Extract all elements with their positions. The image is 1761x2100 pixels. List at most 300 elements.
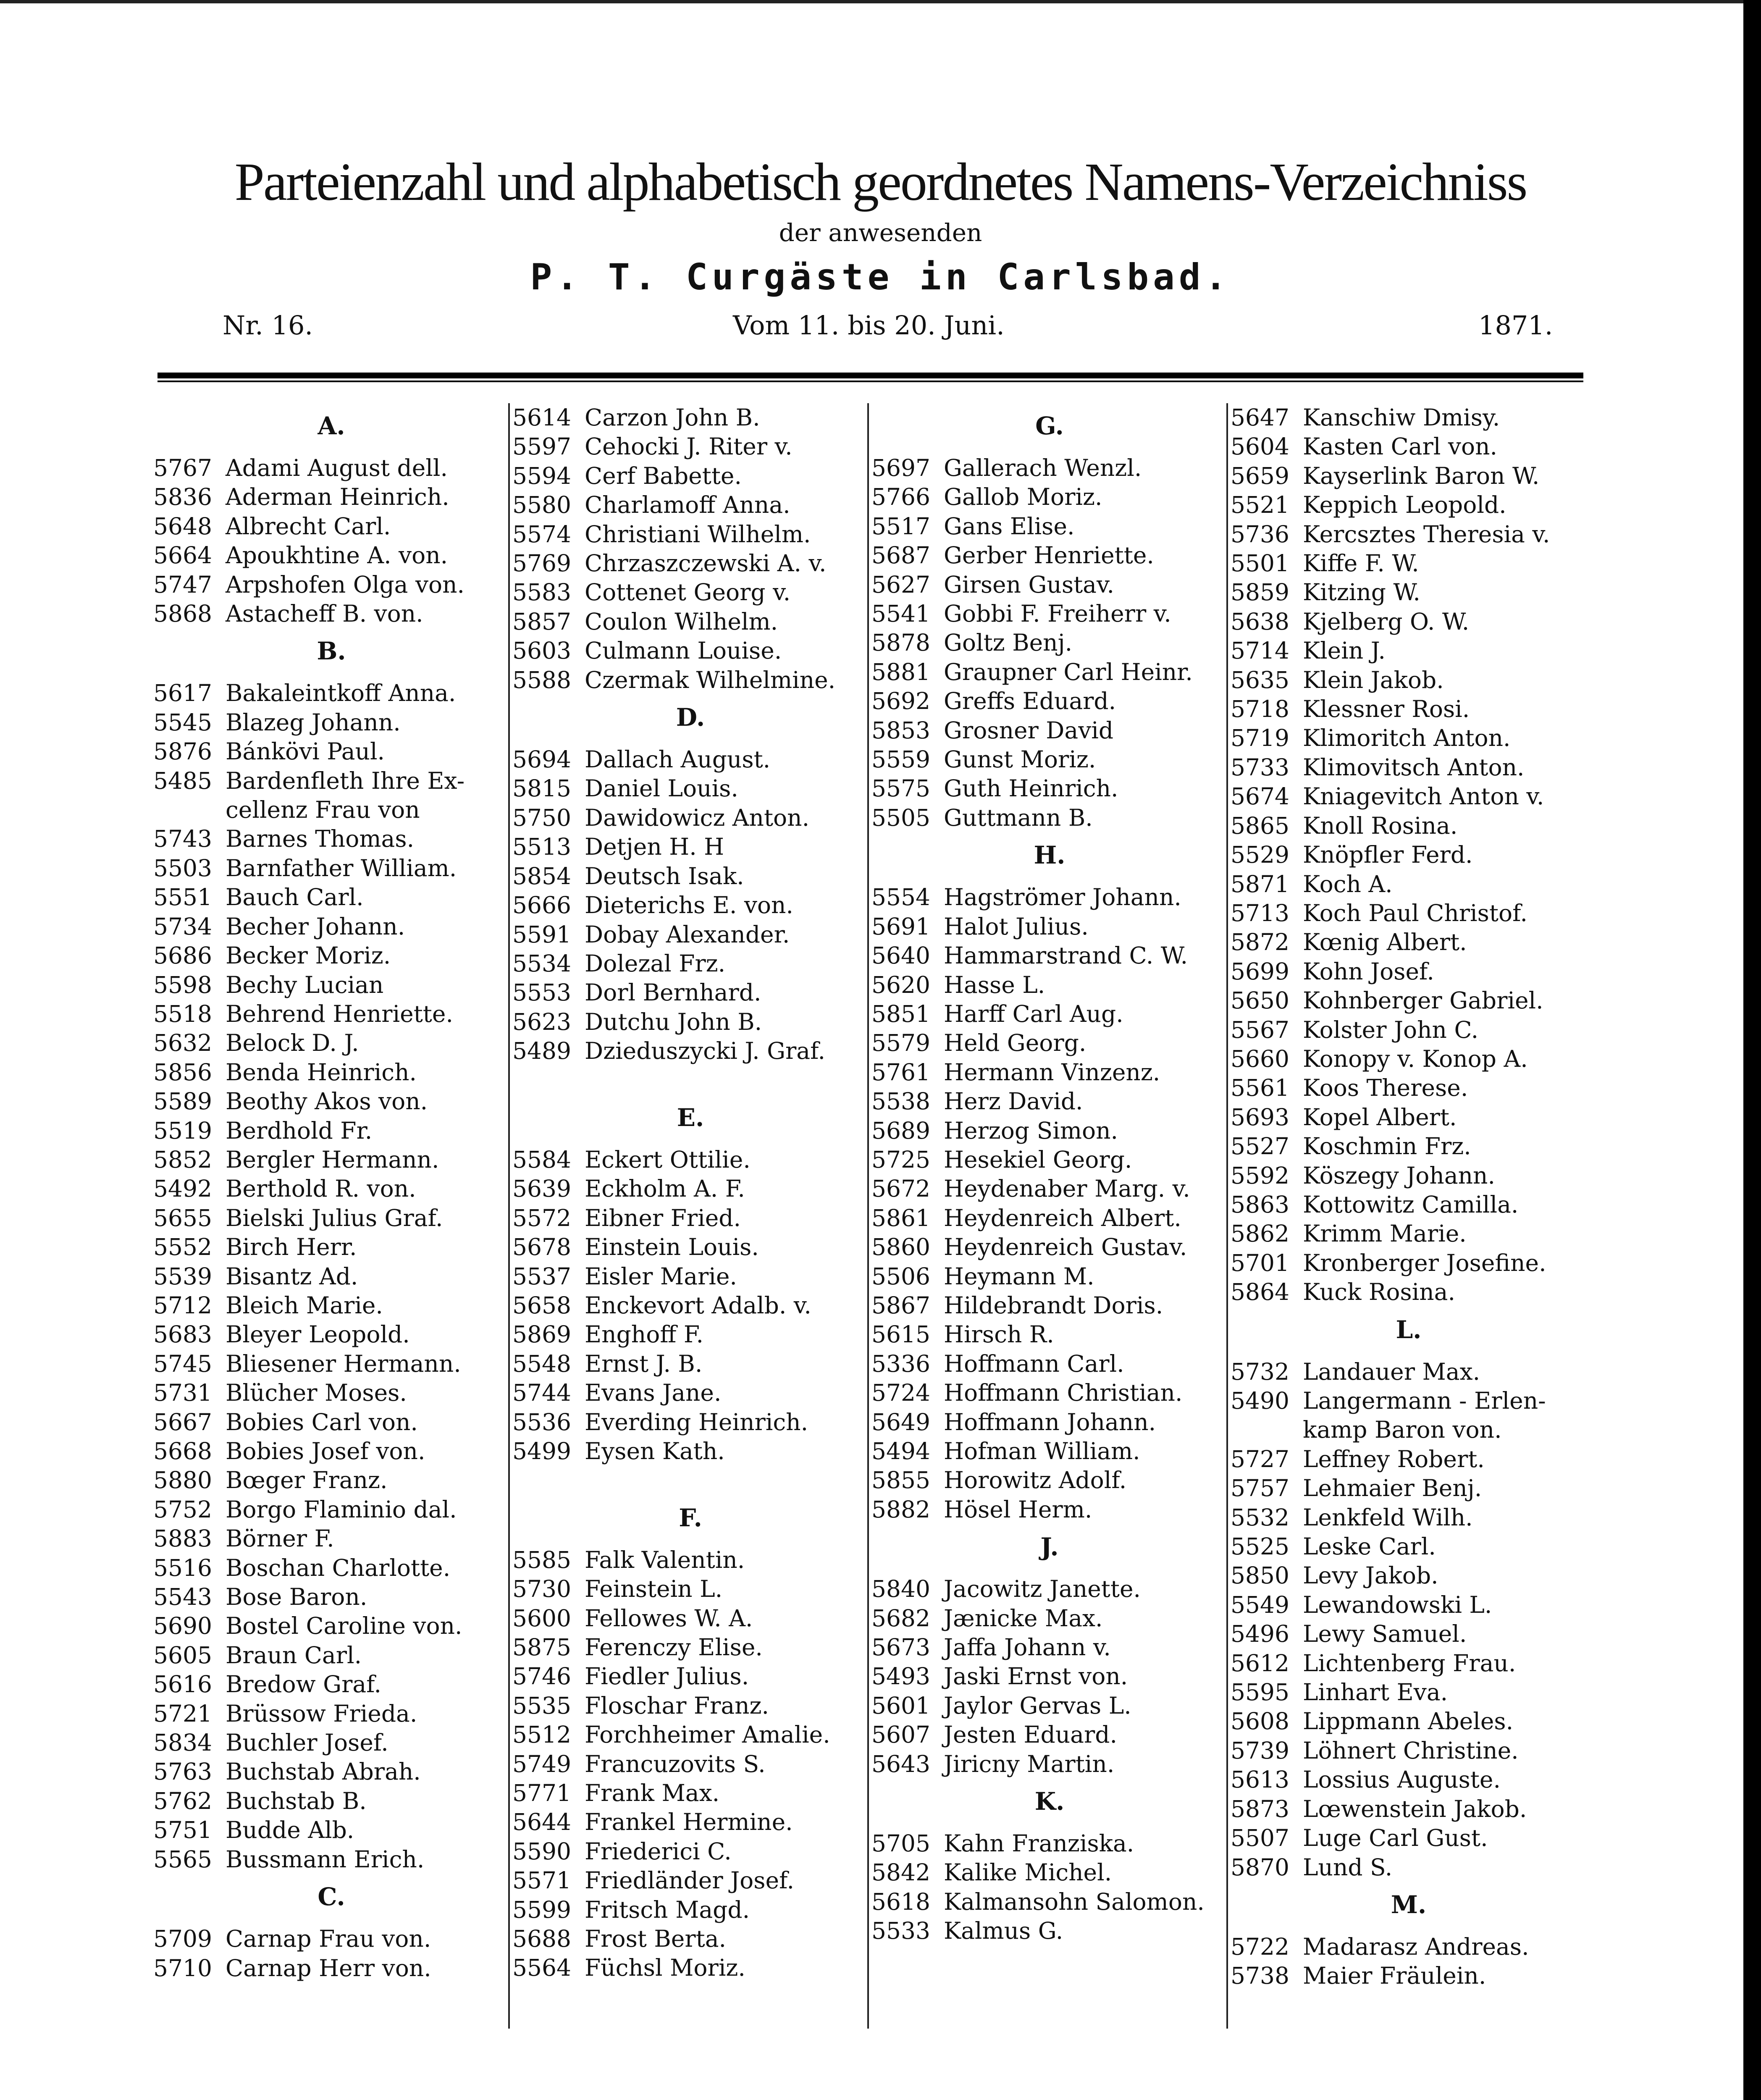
list-item — [153, 1291, 509, 1320]
party-number: 5575 — [871, 775, 930, 802]
party-number: 5604 — [1231, 433, 1289, 460]
list-item — [153, 854, 509, 883]
party-number: 5513 — [512, 833, 571, 861]
list-item — [871, 971, 1228, 1000]
list-item — [153, 1954, 509, 1983]
list-item — [1231, 1045, 1587, 1074]
list-item — [871, 658, 1228, 687]
guest-name: Behrend Henriette. — [226, 1000, 453, 1027]
guest-name: Hirsch R. — [944, 1321, 1054, 1348]
party-number: 5485 — [153, 767, 212, 794]
list-item — [153, 824, 509, 853]
list-item — [153, 679, 509, 708]
list-item — [153, 1349, 509, 1378]
list-item — [1231, 928, 1587, 957]
party-number: 5598 — [153, 971, 212, 998]
list-item — [153, 1116, 509, 1145]
party-number: 5766 — [871, 483, 930, 511]
guest-name: Cehocki J. Riter v. — [585, 433, 793, 460]
party-number: 5640 — [871, 942, 930, 969]
party-number: 5762 — [153, 1787, 212, 1814]
party-number: 5863 — [1231, 1191, 1289, 1218]
party-number: 5725 — [871, 1146, 930, 1173]
party-number: 5682 — [871, 1604, 930, 1632]
list-item — [871, 803, 1228, 832]
party-number: 5592 — [1231, 1162, 1289, 1189]
guest-name: Kœnig Albert. — [1303, 929, 1467, 956]
list-item — [153, 1087, 509, 1116]
party-number: 5871 — [1231, 870, 1289, 898]
list-item — [153, 1320, 509, 1349]
party-number: 5705 — [871, 1830, 930, 1857]
party-number: 5627 — [871, 571, 930, 598]
section-letter: F. — [679, 1503, 702, 1532]
guest-name: Dolezal Frz. — [585, 950, 726, 977]
guest-name: Boschan Charlotte. — [226, 1554, 451, 1581]
section-letter: B. — [317, 637, 346, 666]
list-item — [512, 1145, 869, 1174]
party-number: 5534 — [512, 950, 571, 977]
list-item — [871, 1495, 1228, 1524]
guest-name: Heymann M. — [944, 1263, 1094, 1290]
guest-name: Becher Johann. — [226, 913, 405, 940]
section-letter: D. — [676, 703, 705, 732]
party-number: 5746 — [512, 1663, 571, 1690]
section-letter: C. — [318, 1882, 345, 1911]
list-item-continuation — [153, 795, 509, 824]
list-item — [871, 912, 1228, 941]
party-number: 5529 — [1231, 841, 1289, 869]
guest-name: Landauer Max. — [1303, 1358, 1480, 1385]
guest-name: Buchstab B. — [226, 1787, 367, 1814]
list-item — [153, 1174, 509, 1203]
list-item — [512, 1174, 869, 1203]
guest-name: Chrzaszczewski A. v. — [585, 550, 827, 577]
guest-name: Lehmaier Benj. — [1303, 1475, 1482, 1502]
party-number: 5865 — [1231, 812, 1289, 839]
guest-name: Frankel Hermine. — [585, 1809, 793, 1836]
guest-name: Bœger Franz. — [226, 1467, 388, 1494]
list-item — [512, 1633, 869, 1662]
party-number: 5532 — [1231, 1504, 1289, 1531]
party-number: 5554 — [871, 884, 930, 911]
party-number: 5623 — [512, 1008, 571, 1035]
guest-name: Bardenfleth Ihre Ex- — [226, 767, 465, 794]
list-item — [512, 1037, 869, 1066]
list-item — [512, 920, 869, 949]
party-number: 5690 — [153, 1612, 212, 1640]
guest-name: Floschar Franz. — [585, 1692, 769, 1719]
list-item — [1231, 1278, 1587, 1307]
guest-name: Hösel Herm. — [944, 1496, 1092, 1523]
party-number: 5583 — [512, 579, 571, 606]
list-item — [871, 1916, 1228, 1945]
party-number: 5585 — [512, 1546, 571, 1573]
guest-name: Bobies Josef von. — [226, 1438, 425, 1465]
guest-name: Koos Therese. — [1303, 1074, 1468, 1102]
guest-name: Einstein Louis. — [585, 1234, 759, 1261]
list-item — [871, 745, 1228, 774]
party-number: 5571 — [512, 1867, 571, 1894]
list-item — [153, 1408, 509, 1437]
party-number: 5655 — [153, 1204, 212, 1231]
party-number: 5539 — [153, 1263, 212, 1290]
list-item — [1231, 1765, 1587, 1794]
guest-name: Hagströmer Johann. — [944, 884, 1181, 911]
party-number: 5650 — [1231, 987, 1289, 1014]
guest-name: Bielski Julius Graf. — [226, 1204, 443, 1231]
list-item — [1231, 957, 1587, 986]
list-item — [153, 883, 509, 912]
party-number: 5579 — [871, 1029, 930, 1057]
guest-name: Graupner Carl Heinr. — [944, 658, 1193, 685]
list-item — [153, 1495, 509, 1524]
list-item — [153, 1233, 509, 1262]
list-item — [512, 1750, 869, 1779]
party-number: 5590 — [512, 1838, 571, 1865]
list-item — [153, 1378, 509, 1407]
list-item — [512, 403, 869, 432]
party-number: 5882 — [871, 1496, 930, 1523]
list-item — [871, 1058, 1228, 1087]
party-number: 5869 — [512, 1321, 571, 1348]
guest-name: Lewandowski L. — [1303, 1591, 1492, 1618]
list-item — [871, 541, 1228, 570]
guest-name: Langermann - Erlen- — [1303, 1387, 1546, 1414]
list-item — [512, 1720, 869, 1749]
party-number: 5559 — [871, 746, 930, 773]
list-item — [1231, 1161, 1587, 1190]
party-number: 5852 — [153, 1146, 212, 1173]
party-number: 5875 — [512, 1634, 571, 1661]
party-number: 5525 — [1231, 1533, 1289, 1560]
party-number: 5564 — [512, 1954, 571, 1982]
list-item — [153, 599, 509, 628]
party-number: 5666 — [512, 892, 571, 919]
guest-name: Levy Jakob. — [1303, 1562, 1438, 1589]
party-number: 5692 — [871, 688, 930, 715]
guest-name: Kolster John C. — [1303, 1016, 1479, 1043]
guest-name: Knöpfler Ferd. — [1303, 841, 1473, 869]
guest-name: Kayserlink Baron W. — [1303, 462, 1540, 489]
party-number: 5719 — [1231, 724, 1289, 752]
list-item — [1231, 1219, 1587, 1248]
guest-name: Carnap Frau von. — [226, 1925, 431, 1953]
party-number: 5615 — [871, 1321, 930, 1348]
list-item — [1231, 1357, 1587, 1386]
list-item — [512, 549, 869, 578]
guest-name: Goltz Benj. — [944, 629, 1073, 656]
guest-name: Herz David. — [944, 1088, 1083, 1115]
guest-name: Dieterichs E. von. — [585, 892, 793, 919]
list-item — [871, 1349, 1228, 1378]
list-item — [1231, 549, 1587, 578]
party-number: 5668 — [153, 1438, 212, 1465]
guest-name: Evans Jane. — [585, 1379, 722, 1407]
list-item — [1231, 1190, 1587, 1219]
list-item — [153, 737, 509, 766]
guest-name: Heydenaber Marg. v. — [944, 1175, 1190, 1202]
list-item — [153, 1145, 509, 1174]
guest-name: Dawidowicz Anton. — [585, 804, 810, 831]
party-number: 5840 — [871, 1575, 930, 1603]
list-item — [1231, 1678, 1587, 1707]
party-number: 5548 — [512, 1350, 571, 1377]
scan-right-edge — [1743, 0, 1761, 2100]
guest-name: Jiricny Martin. — [944, 1750, 1115, 1777]
guest-name: Eisler Marie. — [585, 1263, 737, 1290]
guest-name: Frost Berta. — [585, 1925, 727, 1953]
guest-name: Barnes Thomas. — [226, 825, 415, 853]
party-number: 5492 — [153, 1175, 212, 1202]
list-item — [512, 891, 869, 920]
list-item — [1231, 1445, 1587, 1474]
guest-name: Daniel Louis. — [585, 775, 738, 802]
guest-name: Ferenczy Elise. — [585, 1634, 763, 1661]
guest-name: Löhnert Christine. — [1303, 1737, 1519, 1764]
party-number: 5605 — [153, 1641, 212, 1669]
guest-name: Koch A. — [1303, 870, 1393, 898]
party-number: 5709 — [153, 1925, 212, 1953]
guest-name: Keppich Leopold. — [1303, 491, 1506, 519]
guest-name: Fellowes W. A. — [585, 1604, 753, 1632]
list-item — [153, 1641, 509, 1670]
section-letter: J. — [1040, 1533, 1059, 1562]
party-number: 5493 — [871, 1663, 930, 1690]
party-number: 5710 — [153, 1954, 212, 1982]
guest-name: Krimm Marie. — [1303, 1220, 1467, 1247]
party-number: 5614 — [512, 404, 571, 431]
guest-name: Köszegy Johann. — [1303, 1162, 1495, 1189]
guest-name: Linhart Eva. — [1303, 1679, 1448, 1706]
guest-name: Kalike Michel. — [944, 1859, 1112, 1886]
party-number: 5699 — [1231, 958, 1289, 985]
list-item — [871, 454, 1228, 483]
guest-name: Hoffmann Christian. — [944, 1379, 1183, 1407]
guest-name: Kronberger Josefine. — [1303, 1249, 1546, 1276]
guest-name: Bostel Caroline von. — [226, 1612, 462, 1640]
party-number: 5881 — [871, 658, 930, 685]
list-item — [512, 1233, 869, 1262]
guest-name: Hildebrandt Doris. — [944, 1292, 1163, 1319]
guest-name: Cottenet Georg v. — [585, 579, 791, 606]
guest-name: Forchheimer Amalie. — [585, 1721, 830, 1748]
party-number: 5584 — [512, 1146, 571, 1173]
list-item — [153, 1612, 509, 1641]
party-number: 5506 — [871, 1263, 930, 1290]
party-number: 5664 — [153, 542, 212, 569]
spacer — [512, 1066, 869, 1095]
list-item — [1231, 1591, 1587, 1620]
party-number: 5561 — [1231, 1074, 1289, 1102]
list-item — [153, 708, 509, 737]
list-item — [871, 1437, 1228, 1466]
party-number: 5738 — [1231, 1962, 1289, 1990]
guest-name: Dallach August. — [585, 746, 771, 773]
list-item — [1231, 491, 1587, 520]
list-item — [512, 636, 869, 665]
list-item — [1231, 1736, 1587, 1765]
guest-name: Carzon John B. — [585, 404, 760, 431]
party-number: 5588 — [512, 666, 571, 693]
scan-top-edge — [0, 0, 1761, 3]
party-number: 5836 — [153, 483, 212, 511]
guest-name: Bánkövi Paul. — [226, 738, 385, 765]
party-number: 5639 — [512, 1175, 571, 1202]
guest-name: Kopel Albert. — [1303, 1103, 1457, 1131]
guest-name: Greffs Eduard. — [944, 688, 1116, 715]
guest-name: Adami August dell. — [226, 454, 448, 481]
guest-name: Heydenreich Albert. — [944, 1204, 1181, 1231]
list-item — [512, 978, 869, 1007]
guest-name: Cerf Babette. — [585, 462, 742, 489]
guest-name: Hermann Vinzenz. — [944, 1058, 1160, 1086]
party-number: 5739 — [1231, 1737, 1289, 1764]
party-number: 5749 — [512, 1750, 571, 1777]
list-item — [153, 1554, 509, 1583]
list-item — [512, 1866, 869, 1895]
guest-name: Girsen Gustav. — [944, 571, 1115, 598]
spacer — [512, 1466, 869, 1495]
guest-name: Jaski Ernst von. — [944, 1663, 1128, 1690]
party-number: 5686 — [153, 942, 212, 969]
list-item — [871, 1829, 1228, 1858]
list-item — [153, 1524, 509, 1553]
list-item — [871, 1466, 1228, 1495]
party-number: 5616 — [153, 1671, 212, 1698]
guest-name: Dorl Bernhard. — [585, 979, 761, 1006]
guest-name: Carnap Herr von. — [226, 1954, 431, 1982]
party-number: 5644 — [512, 1809, 571, 1836]
list-item — [153, 570, 509, 599]
list-item — [871, 1233, 1228, 1262]
guest-name: Coulon Wilhelm. — [585, 608, 778, 635]
guest-name: Klein J. — [1303, 637, 1386, 664]
guest-name: Jænicke Max. — [944, 1604, 1103, 1632]
list-item — [871, 483, 1228, 512]
list-item — [1231, 1932, 1587, 1961]
list-item — [512, 745, 869, 774]
party-number: 5752 — [153, 1496, 212, 1523]
guest-name: Bliesener Hermann. — [226, 1350, 461, 1377]
party-number: 5643 — [871, 1750, 930, 1777]
guest-name: Bechy Lucian — [226, 971, 384, 998]
list-item — [871, 1633, 1228, 1662]
guest-name: Held Georg. — [944, 1029, 1087, 1057]
guest-name: Guttmann B. — [944, 804, 1093, 831]
guest-name: Koschmin Frz. — [1303, 1133, 1471, 1160]
list-item — [871, 1116, 1228, 1145]
list-item — [1231, 811, 1587, 840]
party-number: 5862 — [1231, 1220, 1289, 1247]
party-number: 5842 — [871, 1859, 930, 1886]
list-item — [512, 862, 869, 891]
party-number: 5580 — [512, 491, 571, 519]
page-title: Parteienzahl und alphabetisch geordnetes Namens-Verzeichniss — [234, 152, 1527, 212]
guest-name: Arpshofen Olga von. — [226, 571, 465, 598]
list-item — [1231, 1853, 1587, 1882]
party-number: 5734 — [153, 913, 212, 940]
guest-name: Luge Carl Gust. — [1303, 1824, 1488, 1852]
guest-name: Gallob Moriz. — [944, 483, 1102, 511]
party-number: 5594 — [512, 462, 571, 489]
party-number: 5736 — [1231, 520, 1289, 548]
guest-name: Buchler Josef. — [226, 1729, 388, 1756]
list-item — [512, 774, 869, 803]
list-item — [512, 578, 869, 607]
list-item — [1231, 636, 1587, 665]
list-item — [871, 1145, 1228, 1174]
list-item — [871, 1575, 1228, 1604]
list-item — [512, 1546, 869, 1575]
party-number: 5660 — [1231, 1045, 1289, 1072]
list-item — [1231, 403, 1587, 432]
guest-name: Leffney Robert. — [1303, 1445, 1485, 1473]
list-item — [871, 1087, 1228, 1116]
guest-name: Konopy v. Konop A. — [1303, 1045, 1528, 1072]
party-number: 5693 — [1231, 1103, 1289, 1131]
list-item — [1231, 1132, 1587, 1161]
party-number: 5543 — [153, 1583, 212, 1611]
header-rule-thin — [157, 381, 1583, 382]
guest-name: Halot Julius. — [944, 913, 1089, 940]
list-item — [512, 1291, 869, 1320]
guest-name: Kanschiw Dmisy. — [1303, 404, 1500, 431]
guest-name: Horowitz Adolf. — [944, 1467, 1127, 1494]
list-item — [153, 1728, 509, 1757]
guest-name: Christiani Wilhelm. — [585, 520, 811, 548]
party-number: 5743 — [153, 825, 212, 853]
guest-name: Jaylor Gervas L. — [944, 1692, 1131, 1719]
guest-name: Enckevort Adalb. v. — [585, 1292, 811, 1319]
party-number: 5527 — [1231, 1133, 1289, 1160]
party-number: 5674 — [1231, 783, 1289, 810]
party-number: 5857 — [512, 608, 571, 635]
guest-name: Knoll Rosina. — [1303, 812, 1458, 839]
party-number: 5771 — [512, 1780, 571, 1807]
party-number: 5507 — [1231, 1824, 1289, 1852]
party-number: 5864 — [1231, 1278, 1289, 1306]
section-letter: K. — [1034, 1787, 1065, 1816]
guest-name: Lossius Auguste. — [1303, 1766, 1501, 1793]
party-number: 5600 — [512, 1604, 571, 1632]
party-number: 5860 — [871, 1234, 930, 1261]
list-item — [1231, 695, 1587, 724]
party-number: 5731 — [153, 1379, 212, 1407]
list-item — [1231, 1503, 1587, 1532]
guest-name: Czermak Wilhelmine. — [585, 666, 836, 693]
list-item — [512, 1437, 869, 1466]
list-item — [512, 607, 869, 636]
list-item — [153, 1699, 509, 1728]
guest-name: Klein Jakob. — [1303, 666, 1444, 693]
list-item — [153, 1029, 509, 1058]
party-number: 5599 — [512, 1896, 571, 1923]
list-item — [153, 1437, 509, 1466]
list-item — [871, 1320, 1228, 1349]
party-number: 5763 — [153, 1758, 212, 1785]
list-item — [153, 1583, 509, 1612]
party-number: 5744 — [512, 1379, 571, 1407]
guest-name: Bobies Carl von. — [226, 1408, 418, 1436]
list-item — [153, 1466, 509, 1495]
party-number: 5567 — [1231, 1016, 1289, 1043]
party-number: 5617 — [153, 680, 212, 707]
list-item — [512, 1604, 869, 1633]
guest-name-continued: cellenz Frau von — [226, 796, 420, 824]
list-item — [512, 1691, 869, 1720]
guest-name: Blazeg Johann. — [226, 709, 401, 736]
